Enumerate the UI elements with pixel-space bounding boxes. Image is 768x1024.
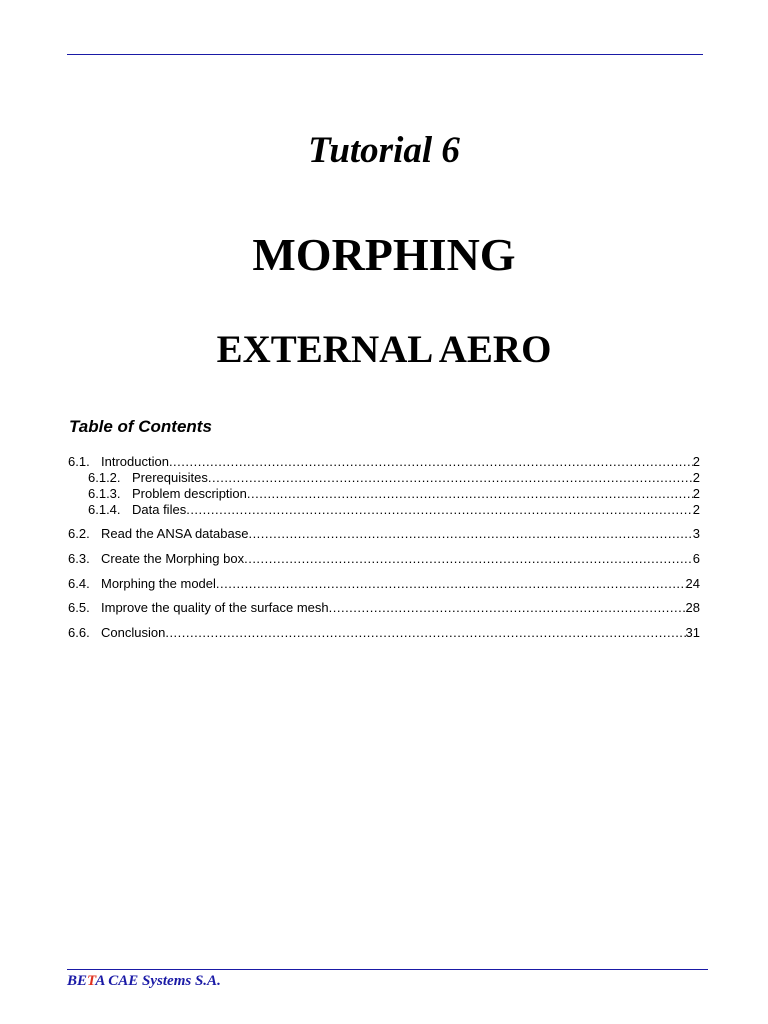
toc-entry-page: 2 bbox=[692, 486, 700, 501]
toc-dot-leader bbox=[248, 526, 692, 542]
toc-entry-prerequisites[interactable] bbox=[88, 470, 700, 486]
toc-entry-page: 24 bbox=[685, 576, 700, 591]
toc-entry-number: 6.1.4. bbox=[88, 502, 121, 517]
header-rule bbox=[67, 54, 703, 55]
toc-entry-problem-description[interactable] bbox=[88, 486, 700, 502]
toc-entry-create-morphing-box[interactable] bbox=[68, 551, 700, 567]
toc-entry-morphing-the-model[interactable] bbox=[68, 576, 700, 592]
footer-company-part1: BE bbox=[67, 973, 88, 989]
toc-entry-number: 6.1.2. bbox=[88, 470, 121, 485]
toc-dot-leader bbox=[244, 551, 693, 567]
toc-entry-number: 6.5. bbox=[68, 600, 90, 615]
toc-entry-number: 6.1.3. bbox=[88, 486, 121, 501]
toc-entry-label: Data files bbox=[132, 502, 187, 517]
toc-entry-label: Conclusion bbox=[101, 625, 166, 640]
footer-company-name bbox=[67, 972, 221, 990]
toc-dot-leader bbox=[165, 625, 685, 641]
main-title: MORPHING bbox=[252, 229, 516, 280]
toc-entry-introduction[interactable] bbox=[68, 454, 700, 470]
toc-entry-conclusion[interactable] bbox=[68, 625, 700, 641]
toc-entry-page: 3 bbox=[692, 526, 700, 541]
toc-entry-number: 6.6. bbox=[68, 625, 90, 640]
toc-dot-leader bbox=[329, 600, 686, 616]
toc-dot-leader bbox=[216, 576, 686, 592]
toc-heading: Table of Contents bbox=[69, 417, 212, 436]
toc-entry-page: 2 bbox=[692, 502, 700, 517]
toc-entry-number: 6.3. bbox=[68, 551, 90, 566]
toc-entry-label: Morphing the model bbox=[101, 576, 216, 591]
toc-entry-data-files[interactable] bbox=[88, 502, 700, 518]
tutorial-number-title: Tutorial 6 bbox=[308, 130, 460, 171]
toc-entry-page: 31 bbox=[685, 625, 700, 640]
toc-entry-improve-surface-mesh[interactable] bbox=[68, 600, 700, 616]
toc-entry-number: 6.2. bbox=[68, 526, 90, 541]
toc-entry-label: Improve the quality of the surface mesh bbox=[101, 600, 329, 615]
toc-dot-leader bbox=[169, 454, 693, 470]
toc-entry-page: 2 bbox=[692, 454, 700, 469]
toc-dot-leader bbox=[208, 470, 693, 486]
toc-entry-page: 2 bbox=[692, 470, 700, 485]
toc-entry-number: 6.1. bbox=[68, 454, 90, 469]
toc-entry-page: 28 bbox=[685, 600, 700, 615]
footer-rule bbox=[67, 969, 708, 970]
footer-company-accent-letter: T bbox=[87, 973, 96, 989]
toc-entry-label: Create the Morphing box bbox=[101, 551, 245, 566]
toc-entry-page: 6 bbox=[692, 551, 700, 566]
toc-entry-read-ansa-database[interactable] bbox=[68, 526, 700, 542]
toc-entry-label: Problem description bbox=[132, 486, 247, 501]
footer-company-part2: A CAE Systems S.A. bbox=[95, 973, 221, 989]
subtitle: EXTERNAL AERO bbox=[216, 328, 552, 371]
toc-entry-label: Introduction bbox=[101, 454, 169, 469]
toc-entry-number: 6.4. bbox=[68, 576, 90, 591]
toc-entry-label: Read the ANSA database bbox=[101, 526, 249, 541]
toc-dot-leader bbox=[247, 486, 693, 502]
toc-dot-leader bbox=[186, 502, 693, 518]
toc-entry-label: Prerequisites bbox=[132, 470, 208, 485]
